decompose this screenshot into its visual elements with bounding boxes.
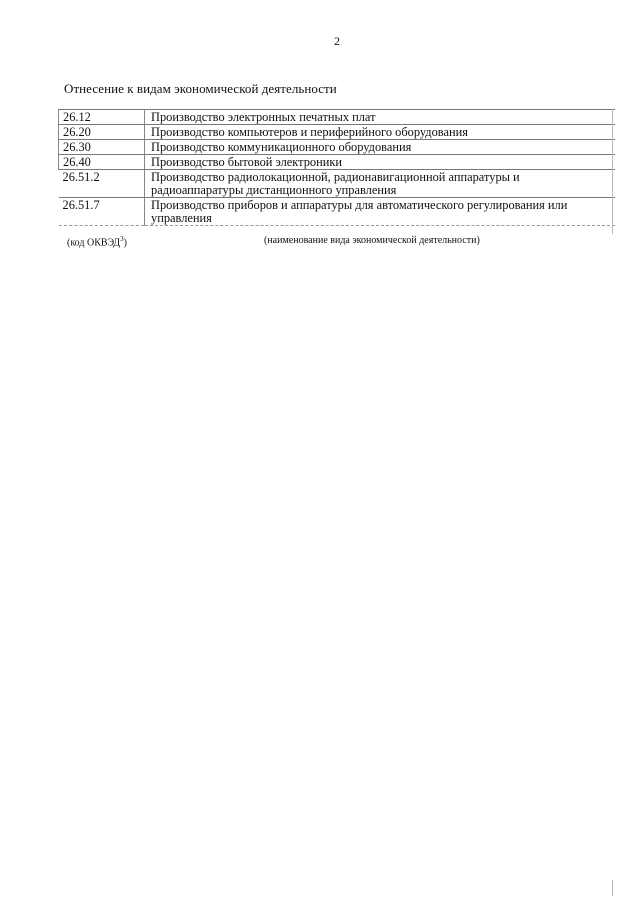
okved-code: 26.12 <box>59 110 145 125</box>
okved-code-caption-text: (код ОКВЭД <box>67 237 121 249</box>
table-row <box>59 198 616 226</box>
activity-name: Производство бытовой электроники <box>145 155 616 170</box>
activity-name-caption: (наименование вида экономической деятельности) <box>264 235 480 246</box>
okved-code-caption <box>67 235 127 248</box>
okved-code: 26.20 <box>59 125 145 140</box>
activity-name: Производство компьютеров и периферийного оборудования <box>145 125 616 140</box>
page-number: 2 <box>334 34 340 48</box>
table-row <box>59 140 616 155</box>
activity-name: Производство коммуникационного оборудования <box>145 140 616 155</box>
table-row <box>59 110 616 125</box>
table-row <box>59 155 616 170</box>
okved-code: 26.40 <box>59 155 145 170</box>
table-row <box>59 170 616 198</box>
okved-code-caption-close: ) <box>123 237 127 249</box>
okved-code: 26.30 <box>59 140 145 155</box>
footnote-marker: 3 <box>120 235 124 243</box>
activity-name: Производство электронных печатных плат <box>145 110 616 125</box>
okved-code: 26.51.7 <box>59 198 145 226</box>
section-heading: Отнесение к видам экономической деятельности <box>64 81 337 96</box>
okved-code: 26.51.2 <box>59 170 145 198</box>
table-row <box>59 125 616 140</box>
okved-table <box>58 109 615 226</box>
scan-artifact <box>612 109 613 234</box>
activity-name: Производство приборов и аппаратуры для автоматического регулирования или управления <box>145 198 616 226</box>
scan-artifact <box>612 880 613 896</box>
activity-name: Производство радиолокационной, радионавигационной аппаратуры и радиоаппаратуры дистанционного управления <box>145 170 616 198</box>
